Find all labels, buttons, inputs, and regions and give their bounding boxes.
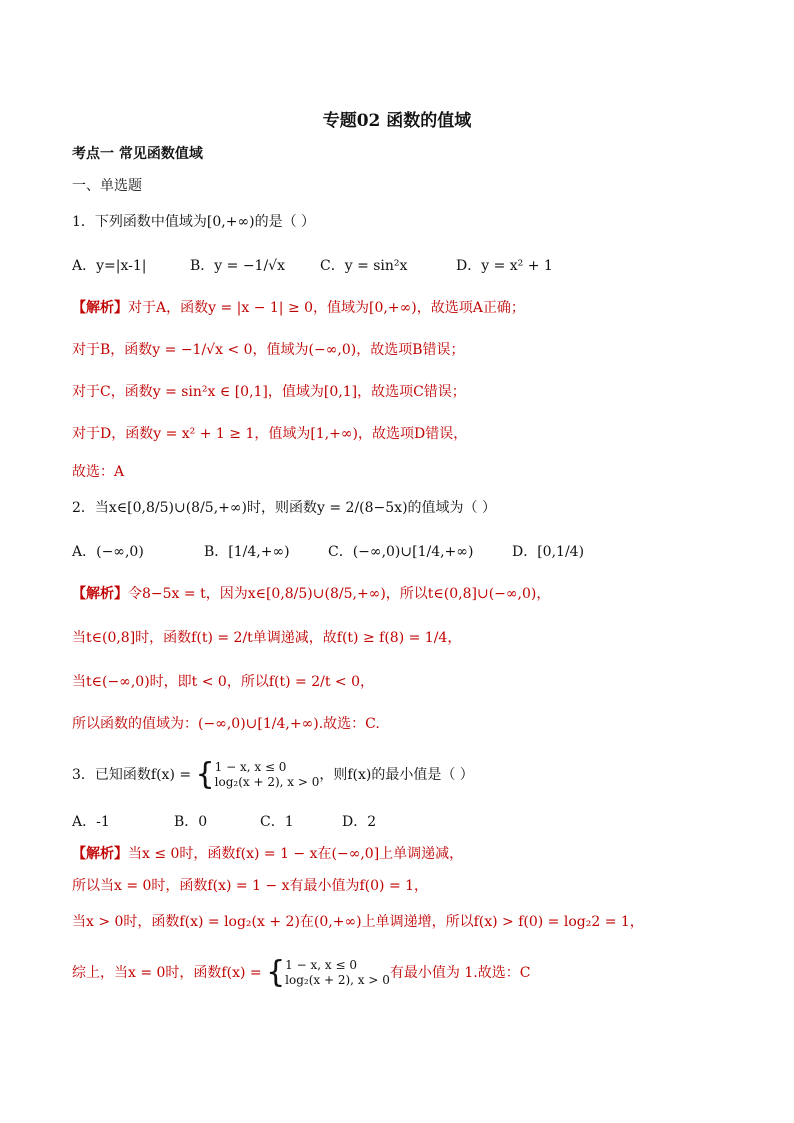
q3-analysis-line2: 所以当x = 0时，函数f(x) = 1 − x有最小值为f(0) = 1， — [72, 878, 429, 894]
q1-option-d: D．y = x² + 1 — [456, 258, 553, 274]
q2-analysis-line2: 当t∈(0,8]时，函数f(t) = 2/t单调递减，故f(t) ≥ f(8) = 1/4， — [72, 630, 462, 646]
q1-option-a: A．y=|x-1| — [72, 258, 147, 274]
q3-brace: { — [195, 757, 215, 792]
q3-summary-pre: 综上，当x = 0时，函数f(x) = — [72, 965, 262, 981]
q2-analysis-line1 — [72, 584, 550, 604]
q1-stem: 1．下列函数中值域为[0,+∞)的是（ ） — [72, 214, 316, 230]
q1-option-b: B．y = −1/√x — [190, 258, 285, 274]
q2-analysis-line3: 当t∈(−∞,0)时，即t < 0，所以f(t) = 2/t < 0， — [72, 674, 374, 690]
q2-analysis-text1: 令8−5x = t，因为x∈[0,8/5)∪(8/5,+∞)，所以t∈(0,8]∪(−∞,0)， — [128, 586, 551, 602]
q3-analysis-line1 — [72, 844, 463, 864]
q3-stem-pre: 3．已知函数f(x) = — [72, 767, 192, 783]
q3-summary-case2: log₂(x + 2), x > 0 — [285, 973, 390, 987]
q3-summary-case1: 1 − x, x ≤ 0 — [285, 958, 357, 972]
q3-analysis-tag: 【解析】 — [72, 846, 128, 862]
q1-analysis-line3: 对于C，函数y = sin²x ∈ [0,1]，值域为[0,1]，故选项C错误； — [72, 384, 466, 400]
q1-analysis-line4: 对于D，函数y = x² + 1 ≥ 1，值域为[1,+∞)，故选项D错误， — [72, 426, 468, 442]
q2-option-d: D．[0,1/4) — [512, 544, 585, 560]
q3-case1: 1 − x, x ≤ 0 — [214, 760, 287, 774]
q2-analysis-line4: 所以函数的值域为：(−∞,0)∪[1/4,+∞).故选：C. — [72, 716, 380, 732]
q3-analysis-line4 — [72, 955, 531, 990]
page-title: 专题02 函数的值域 — [322, 111, 472, 131]
q1-analysis-text1: 对于A，函数y = |x − 1| ≥ 0，值域为[0,+∞)，故选项A正确； — [128, 300, 525, 316]
q3-cases — [215, 760, 320, 790]
q2-stem: 2．当x∈[0,8/5)∪(8/5,+∞)时，则函数y = 2/(8−5x)的值域为（ ） — [72, 500, 496, 516]
q3-option-d: D．2 — [342, 814, 377, 830]
q1-answer: 故选：A — [72, 464, 125, 480]
q3-option-c: C．1 — [260, 814, 294, 830]
q2-option-a: A．(−∞,0) — [72, 544, 144, 560]
subsection-heading: 一、单选题 — [72, 178, 142, 194]
q2-option-b: B．[1/4,+∞) — [204, 544, 290, 560]
q1-analysis-line2: 对于B，函数y = −1/√x < 0，值域为(−∞,0)，故选项B错误； — [72, 342, 465, 358]
q3-option-b: B．0 — [174, 814, 208, 830]
q3-summary-brace: { — [266, 955, 286, 990]
q3-analysis-line3: 当x > 0时，函数f(x) = log₂(x + 2)在(0,+∞)上单调递增，所以f(x) > f(0) = log₂2 = 1， — [72, 914, 644, 930]
q2-option-c: C．(−∞,0)∪[1/4,+∞) — [328, 544, 474, 560]
q1-option-c: C．y = sin²x — [320, 258, 408, 274]
q3-analysis-text1: 当x ≤ 0时，函数f(x) = 1 − x在(−∞,0]上单调递减， — [128, 846, 464, 862]
q3-stem — [72, 757, 474, 792]
q1-analysis-tag: 【解析】 — [72, 300, 128, 316]
q1-analysis-line1 — [72, 298, 525, 318]
q3-summary-post: 有最小值为 1.故选：C — [389, 965, 531, 981]
section-heading: 考点一 常见函数值域 — [72, 146, 203, 162]
q3-case2: log₂(x + 2), x > 0 — [214, 775, 320, 789]
q2-analysis-tag: 【解析】 — [72, 586, 128, 602]
q3-stem-post: ，则f(x)的最小值是（ ） — [319, 767, 474, 783]
q3-summary-cases — [285, 958, 390, 988]
q3-option-a: A．-1 — [72, 814, 110, 830]
